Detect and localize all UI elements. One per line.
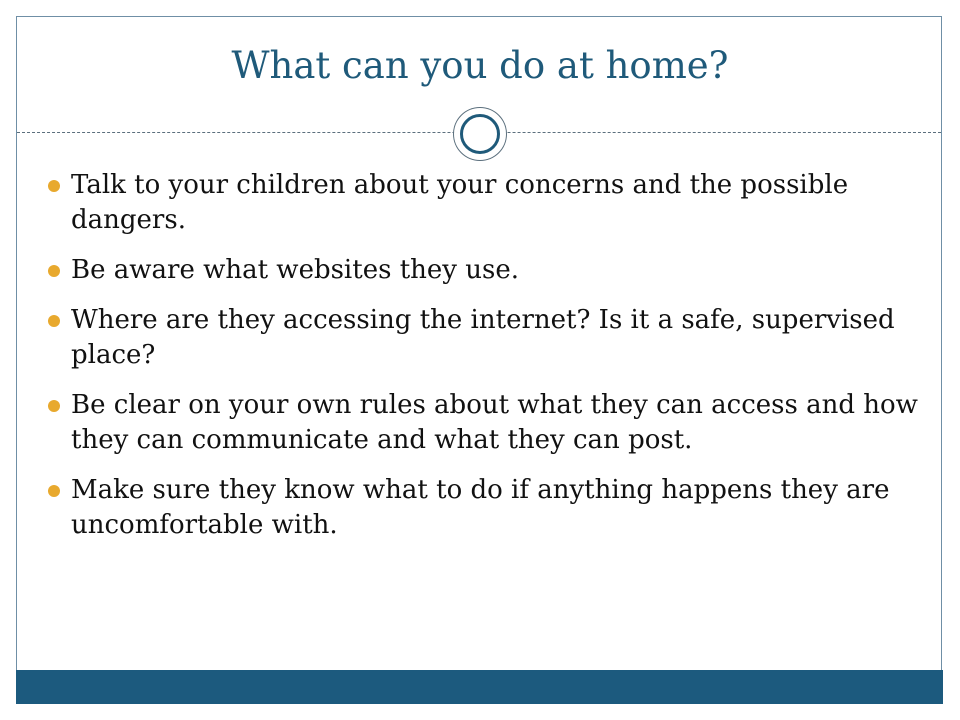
circle-ornament-inner-icon (460, 114, 500, 154)
footer-bar (16, 670, 943, 704)
bullet-dot-icon (48, 180, 60, 192)
bullet-text: Be aware what websites they use. (71, 255, 519, 285)
bullet-text: Make sure they know what to do if anything happens they are uncomfortable with. (71, 475, 890, 540)
bullet-list (48, 168, 928, 558)
bullet-text: Be clear on your own rules about what they can access and how they can communicate and what they can post. (71, 390, 918, 455)
bullet-item (48, 253, 928, 288)
bullet-text: Where are they accessing the internet? Is it a safe, supervised place? (71, 305, 895, 370)
bullet-dot-icon (48, 400, 60, 412)
bullet-dot-icon (48, 485, 60, 497)
bullet-dot-icon (48, 265, 60, 277)
slide-title: What can you do at home? (231, 44, 729, 87)
bullet-item (48, 303, 928, 373)
bullet-item (48, 473, 928, 543)
bullet-item (48, 388, 928, 458)
bullet-text: Talk to your children about your concerns and the possible dangers. (71, 170, 849, 235)
bullet-item (48, 168, 928, 238)
bullet-dot-icon (48, 315, 60, 327)
